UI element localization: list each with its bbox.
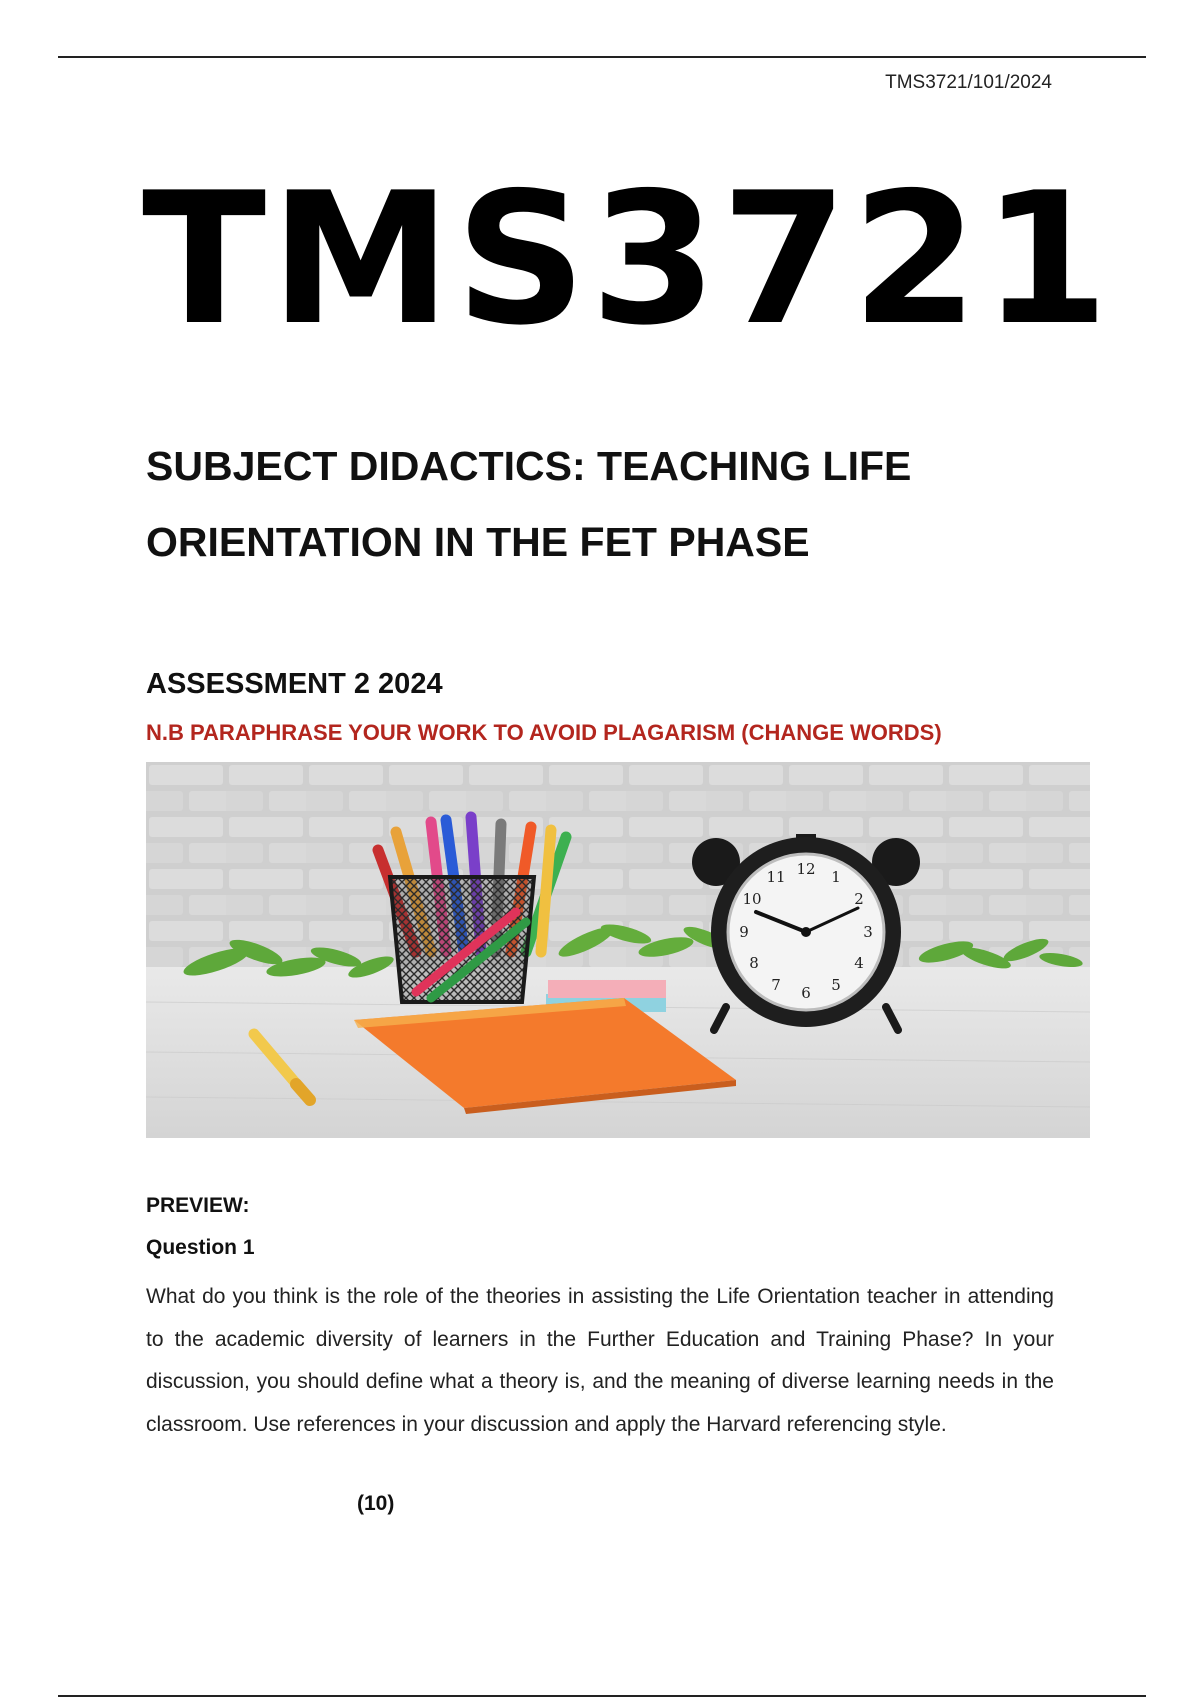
svg-text:10: 10 bbox=[742, 890, 762, 908]
top-rule bbox=[58, 56, 1146, 58]
svg-text:5: 5 bbox=[831, 976, 841, 994]
question-title: Question 1 bbox=[146, 1236, 255, 1259]
svg-text:3: 3 bbox=[863, 923, 873, 941]
svg-text:4: 4 bbox=[854, 954, 864, 972]
desk-photo bbox=[146, 762, 1090, 1138]
svg-text:1: 1 bbox=[831, 868, 841, 886]
svg-text:12: 12 bbox=[796, 860, 816, 878]
svg-text:11: 11 bbox=[766, 868, 786, 886]
question-marks: (10) bbox=[357, 1492, 395, 1515]
assessment-heading: ASSESSMENT 2 2024 bbox=[146, 668, 443, 700]
bottom-rule bbox=[58, 1695, 1146, 1697]
plagiarism-warning: N.B PARAPHRASE YOUR WORK TO AVOID PLAGARISM (CHANGE WORDS) bbox=[146, 720, 942, 745]
svg-text:8: 8 bbox=[749, 954, 759, 972]
subject-title: SUBJECT DIDACTICS: TEACHING LIFE ORIENTATION IN THE FET PHASE bbox=[146, 443, 912, 565]
svg-text:6: 6 bbox=[801, 984, 811, 1002]
svg-text:9: 9 bbox=[739, 923, 749, 941]
question-text: What do you think is the role of the theories in assisting the Life Orientation teacher in attending to the academic diversity of learners in the Further Education and Training Phase? In your discussion, you should define what a theory is, and the meaning of diverse learning needs in the classroom. Use references in your discussion and apply the Harvard referencing style. bbox=[146, 1285, 1054, 1436]
document-reference: TMS3721/101/2024 bbox=[885, 72, 1052, 93]
course-code-title: TMS3721 bbox=[142, 153, 1113, 365]
svg-text:2: 2 bbox=[854, 890, 864, 908]
preview-label: PREVIEW: bbox=[146, 1194, 250, 1217]
svg-text:7: 7 bbox=[771, 976, 781, 994]
